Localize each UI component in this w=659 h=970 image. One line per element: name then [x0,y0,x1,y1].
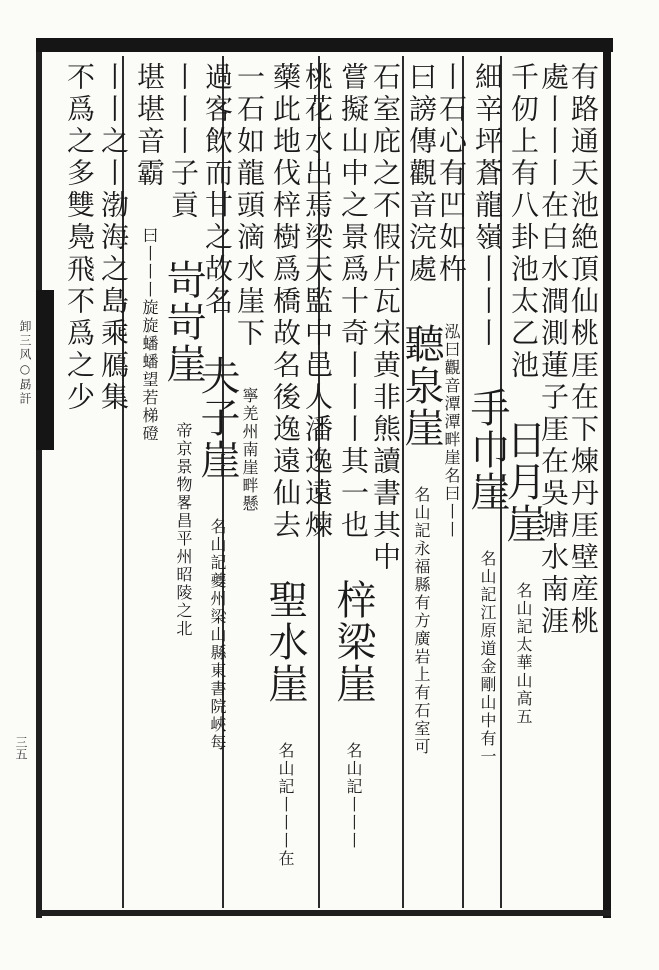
heading-sheng-shui-ya: 聖水崖 [262,579,308,705]
column-text: 處丨丨丨在白水澗測蓮子厓在吳塘水南涯 [537,62,570,638]
note-ting-quan-ya: 名山記永福縣有方廣岩上有石室可 [412,486,431,756]
note-fu-zi-ya: 名山記夔州梁山縣東書院峽每 [208,518,227,752]
column-text: 丨丨丨子貢 [167,62,200,222]
binding-gutter [36,290,54,450]
column-text: 千仞上有八卦池太乙池 [507,62,540,382]
heading-shou-jin-ya: 手巾崖 [464,387,510,513]
column-text: 過客飲而甘之故名 [201,62,234,318]
page-border-right [603,38,611,918]
text-column [464,62,510,902]
text-column [96,62,130,902]
note-sheng-shui-ya-2: 寧羌州南崖畔懸 [240,387,259,513]
column-text: 曰謗傳觀音浣處 [405,62,438,286]
note-shou-jin-ya-2: 泓曰觀音潭潭畔崖名曰丨丨 [442,323,461,539]
column-text: 丨丨之丨渤海之島乘鴈集 [97,62,130,414]
heading-ri-yue-ya: 日月崖 [500,419,546,545]
text-column [330,62,376,902]
note-ri-yue-ya: 名山記太華山高五 [514,582,533,726]
gutter-text: 卸三风○勗訐 [18,320,32,406]
column-text: 有路通天池絶頂仙桃厓在下煉丹厓壁産桃 [567,62,600,638]
heading-fu-zi-ya: 夫子崖 [194,355,240,481]
text-column [398,62,444,902]
text-column [262,62,308,902]
column-text: 細辛坪蒼龍嶺丨丨丨 [471,62,504,350]
heading-ting-quan-ya: 聽泉崖 [398,323,444,449]
text-column [300,62,334,902]
text-column [160,62,206,902]
text-column [368,62,402,902]
note-ke-ke-ya: 帝京景物畧昌平州昭陵之北 [174,422,193,638]
text-column [62,62,96,902]
text-column [500,62,546,902]
column-text: 堪堪音霸 [133,62,166,190]
note-sheng-shui-ya: 名山記丨丨丨在 [276,742,295,868]
note-zi-liang-ya: 名山記丨丨丨 [344,742,363,850]
text-column [132,62,166,902]
heading-ke-ke-ya: 岢岢崖 [160,259,206,385]
note-ke-ke-ya-2: 曰丨丨丨旋旋蟠蟠望若梯磴 [140,227,159,443]
page-border-top [36,38,613,52]
column-text: 嘗擬山中之景爲十奇丨丨丨其一也 [337,62,370,542]
page-number: 三五 [14,736,28,760]
column-text: 桃花水出焉梁天監中邑人潘逸遠煉 [301,62,334,542]
column-text: 石室庇之不假片瓦宋黄非熊讀書其中 [369,62,402,574]
column-text: 丨石心有凹如杵 [435,62,468,286]
page-border-left [36,52,42,918]
heading-zi-liang-ya: 梓梁崖 [330,579,376,705]
column-text: 不爲之多雙鳧飛不爲之少 [63,62,96,414]
text-column [434,62,468,902]
column-text: 藥此地伐梓樹爲橋故名後逸遠仙去 [269,62,302,542]
note-shou-jin-ya: 名山記江原道金剛山中有一 [478,550,497,766]
page-border-bottom [36,910,611,916]
column-text: 一石如龍頭滴水崖下 [233,62,266,350]
text-column [194,62,240,902]
text-column [566,62,600,902]
text-column [232,62,266,902]
